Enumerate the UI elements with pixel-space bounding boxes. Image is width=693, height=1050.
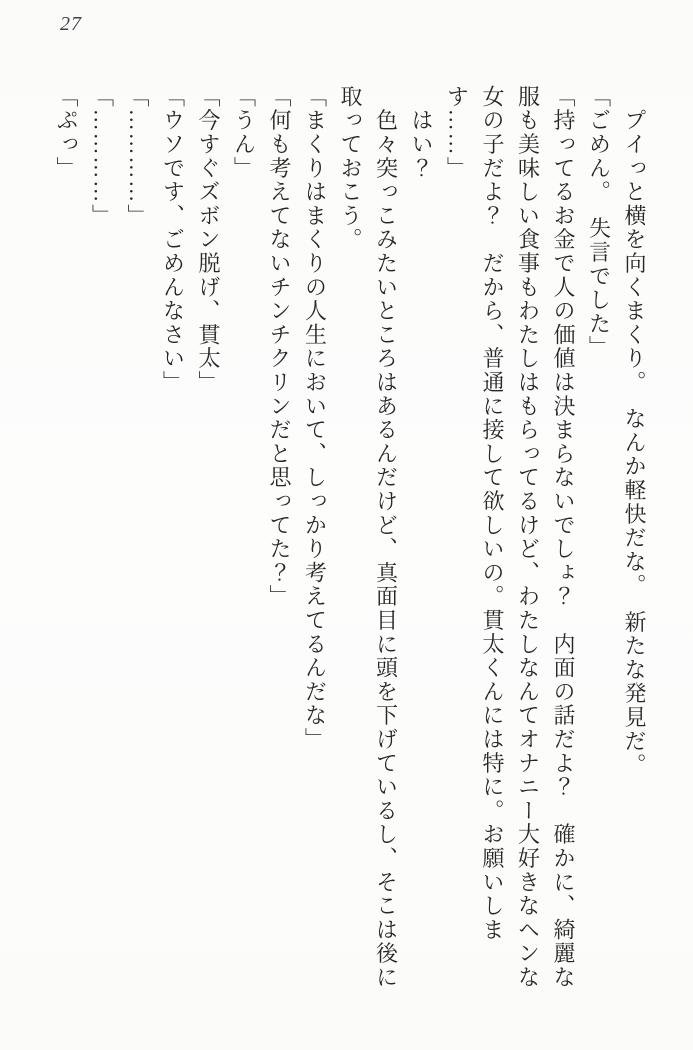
paragraph-12: 「…………」 bbox=[89, 85, 115, 228]
paragraph-11: 「…………」 bbox=[125, 85, 150, 228]
paragraph-7: 「何も考えてないチンチクリンだと思ってた？」 bbox=[267, 85, 292, 609]
text-block bbox=[49, 85, 653, 993]
paragraph-5: 色々突っこみたいところはあるんだけど、真面目に頭を下げているし、そこは後に取っておこう。 bbox=[338, 85, 399, 990]
paragraph-9: 「今すぐズボン脱げ、貫太」 bbox=[196, 85, 221, 395]
paragraph-8: 「うん」 bbox=[231, 85, 257, 181]
paragraph-2: 「ごめん。 失言でした」 bbox=[586, 85, 612, 360]
page-number: 27 bbox=[60, 13, 82, 35]
paragraph-3: 「持ってるお金で人の価値は決まらないでしょ？ 内面の話だよ？ 確かに、綺麗な服も美味しい食事もわたしはもらってるけど、わたしなんてオナニー大好きなヘンな女の子だよ？ だから、普通に接して欲しいの。貫太くんには特に。お願いします……」 bbox=[444, 85, 576, 990]
paragraph-4: はい？ bbox=[409, 85, 434, 181]
paragraph-10: 「ウソです、ごめんなさい」 bbox=[160, 85, 186, 395]
paragraph-13: 「ぷっ」 bbox=[54, 85, 79, 181]
paragraph-1: プイっと横を向くまくり。 なんか軽快だな。 新たな発見だ。 bbox=[622, 85, 647, 777]
paragraph-6: 「まくりはまくりの人生において、しっかり考えてるんだな」 bbox=[302, 85, 328, 752]
